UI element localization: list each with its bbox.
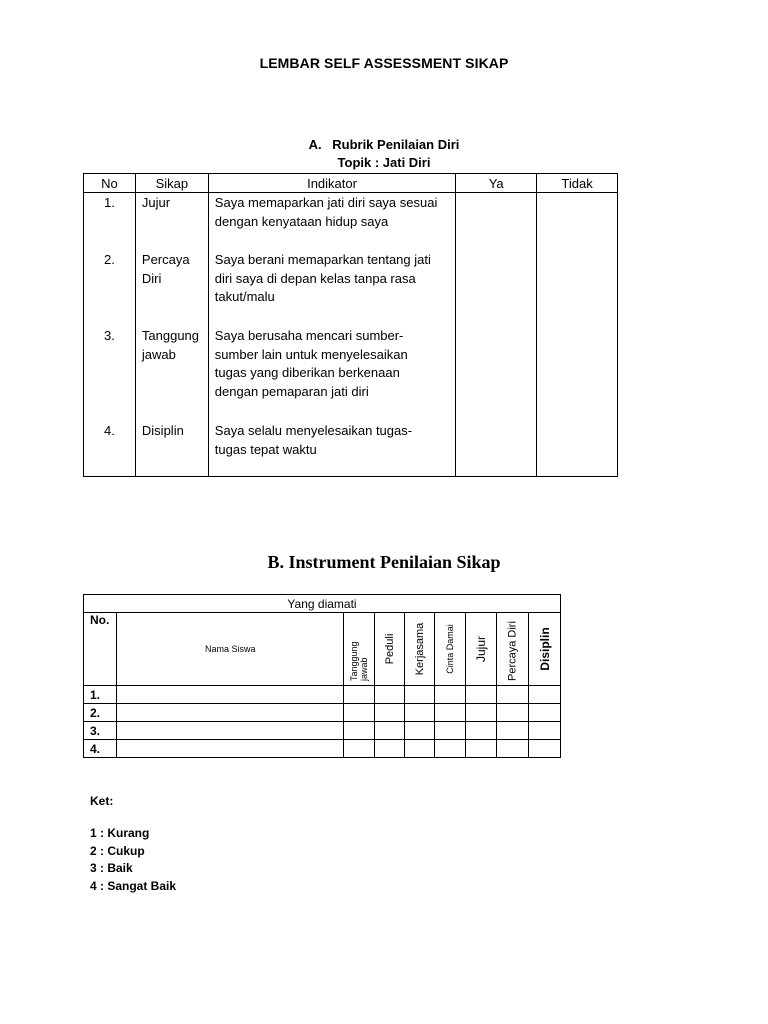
score-cell[interactable] bbox=[405, 740, 435, 758]
rubric-body-row bbox=[84, 193, 618, 477]
indikator-line: dengan pemaparan jati diri bbox=[214, 383, 369, 399]
score-cell[interactable] bbox=[375, 722, 405, 740]
ket-label: Ket: bbox=[90, 794, 114, 808]
rubric-sikap-2 bbox=[142, 251, 190, 288]
rubric-no-1: 1. bbox=[104, 195, 115, 210]
attr-label: Jujur bbox=[474, 635, 489, 663]
rubric-no-4: 4. bbox=[104, 423, 115, 438]
attr-label: Tanggung jawab bbox=[349, 641, 370, 681]
score-cell[interactable] bbox=[466, 722, 497, 740]
indikator-line: Saya selalu menyelesaikan tugas- bbox=[214, 423, 413, 438]
attr-header-cinta-damai bbox=[435, 613, 466, 686]
sikap-line: Diri bbox=[141, 270, 162, 286]
score-cell[interactable] bbox=[344, 704, 375, 722]
col-header-tidak: Tidak bbox=[537, 174, 618, 193]
section-a-topic: Topik : Jati Diri bbox=[337, 155, 431, 170]
sikap-line: Percaya bbox=[141, 252, 190, 267]
table-row bbox=[84, 686, 561, 704]
score-cell[interactable] bbox=[344, 740, 375, 758]
rubric-indikator-2 bbox=[215, 251, 431, 307]
section-a-number: A. bbox=[308, 137, 322, 152]
attr-label: Peduli bbox=[383, 633, 396, 665]
rubric-sikap-3 bbox=[142, 327, 199, 364]
score-cell[interactable] bbox=[466, 740, 497, 758]
student-name-cell[interactable] bbox=[116, 740, 344, 758]
student-name-cell[interactable] bbox=[116, 722, 344, 740]
rubric-indikator-3 bbox=[215, 327, 408, 401]
indikator-line: sumber lain untuk menyelesaikan bbox=[214, 346, 408, 362]
score-cell[interactable] bbox=[435, 686, 466, 704]
instrument-header-top bbox=[84, 595, 561, 613]
table-row bbox=[84, 740, 561, 758]
indikator-line: dengan kenyataan hidup saya bbox=[214, 213, 389, 229]
sikap-line: Tanggung bbox=[141, 328, 200, 343]
instrument-table bbox=[83, 594, 561, 758]
score-cell[interactable] bbox=[375, 704, 405, 722]
row-number: 2. bbox=[84, 704, 117, 722]
indikator-line: Saya memaparkan jati diri saya sesuai bbox=[214, 195, 438, 210]
col-header-no: No bbox=[84, 174, 136, 193]
score-cell[interactable] bbox=[405, 686, 435, 704]
section-b-heading: B. Instrument Penilaian Sikap bbox=[267, 552, 501, 572]
indikator-line: takut/malu bbox=[214, 289, 275, 304]
rubric-indikator-column bbox=[208, 193, 455, 477]
col-header-indikator: Indikator bbox=[208, 174, 455, 193]
table-row bbox=[84, 704, 561, 722]
indikator-line: tugas tepat waktu bbox=[214, 441, 317, 457]
attr-header-kerjasama bbox=[405, 613, 435, 686]
attr-header-percaya-diri bbox=[497, 613, 529, 686]
score-cell[interactable] bbox=[405, 704, 435, 722]
score-cell[interactable] bbox=[435, 740, 466, 758]
no-header: No. bbox=[84, 613, 117, 686]
row-number: 4. bbox=[84, 740, 117, 758]
ket-item: 2 : Cukup bbox=[90, 844, 145, 858]
score-cell[interactable] bbox=[497, 686, 529, 704]
rubric-indikator-1 bbox=[215, 194, 438, 231]
attr-header-jujur bbox=[466, 613, 497, 686]
score-cell[interactable] bbox=[435, 722, 466, 740]
indikator-line: diri saya di depan kelas tanpa rasa bbox=[214, 270, 416, 286]
rubric-tidak-cell[interactable] bbox=[537, 193, 618, 477]
ket-item: 4 : Sangat Baik bbox=[90, 879, 177, 893]
col-header-ya: Ya bbox=[456, 174, 537, 193]
student-name-cell[interactable] bbox=[116, 704, 344, 722]
page-title: LEMBAR SELF ASSESSMENT SIKAP bbox=[259, 55, 509, 71]
score-cell[interactable] bbox=[344, 722, 375, 740]
score-cell[interactable] bbox=[466, 704, 497, 722]
score-cell[interactable] bbox=[497, 704, 529, 722]
attr-header-tanggung-jawab bbox=[344, 613, 375, 686]
student-name-cell[interactable] bbox=[116, 686, 344, 704]
rubric-indikator-4 bbox=[215, 422, 412, 459]
attr-label: Kerjasama bbox=[413, 622, 426, 676]
rubric-ya-cell[interactable] bbox=[456, 193, 537, 477]
section-a-title: Rubrik Penilaian Diri bbox=[332, 137, 460, 152]
sikap-line: jawab bbox=[141, 346, 176, 362]
score-cell[interactable] bbox=[497, 722, 529, 740]
score-cell[interactable] bbox=[435, 704, 466, 722]
rubric-no-column bbox=[84, 193, 136, 477]
attr-header-disiplin bbox=[529, 613, 561, 686]
rubric-no-2: 2. bbox=[104, 252, 115, 267]
score-cell[interactable] bbox=[529, 722, 561, 740]
attr-header-peduli bbox=[375, 613, 405, 686]
score-cell[interactable] bbox=[466, 686, 497, 704]
ket-item: 3 : Baik bbox=[90, 861, 133, 875]
rubric-sikap-4 bbox=[142, 422, 184, 441]
ket-item: 1 : Kurang bbox=[90, 826, 150, 840]
indikator-line: Saya berani memaparkan tentang jati bbox=[214, 252, 431, 267]
rubric-table bbox=[83, 173, 618, 477]
score-cell[interactable] bbox=[529, 740, 561, 758]
score-cell[interactable] bbox=[405, 722, 435, 740]
score-cell[interactable] bbox=[375, 740, 405, 758]
score-cell[interactable] bbox=[344, 686, 375, 704]
row-number: 3. bbox=[84, 722, 117, 740]
table-row bbox=[84, 722, 561, 740]
attr-label: Disiplin bbox=[537, 627, 552, 671]
sikap-line: Disiplin bbox=[141, 423, 184, 438]
nama-siswa-header: Nama Siswa bbox=[116, 613, 344, 686]
attr-label: Percaya Diri bbox=[506, 621, 519, 681]
rubric-header-row bbox=[84, 174, 618, 193]
rubric-sikap-column bbox=[135, 193, 208, 477]
score-cell[interactable] bbox=[529, 704, 561, 722]
instrument-header-row bbox=[84, 613, 561, 686]
indikator-line: Saya berusaha mencari sumber- bbox=[214, 328, 404, 343]
attr-label: Cinta Damai bbox=[445, 624, 456, 674]
score-cell[interactable] bbox=[497, 740, 529, 758]
score-cell[interactable] bbox=[375, 686, 405, 704]
section-a-heading bbox=[0, 137, 768, 152]
sikap-line: Jujur bbox=[141, 195, 171, 210]
score-cell[interactable] bbox=[529, 686, 561, 704]
observed-header: Yang diamati bbox=[84, 595, 561, 613]
rubric-no-3: 3. bbox=[104, 328, 115, 343]
rubric-sikap-1 bbox=[142, 194, 170, 213]
row-number: 1. bbox=[84, 686, 117, 704]
indikator-line: tugas yang diberikan berkenaan bbox=[214, 365, 400, 380]
col-header-sikap: Sikap bbox=[135, 174, 208, 193]
